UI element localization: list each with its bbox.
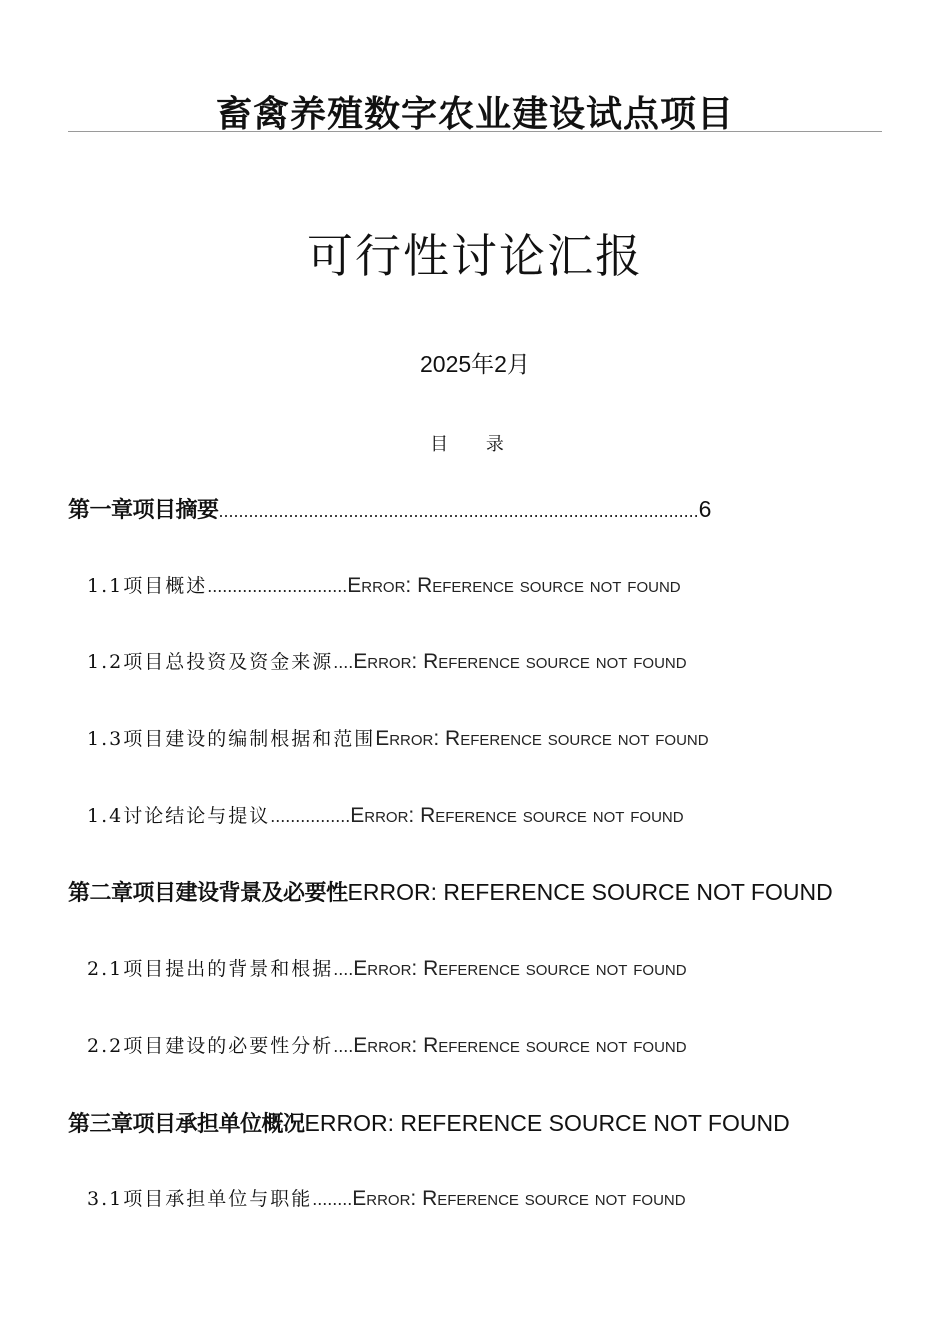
toc-entry-chapter-3[interactable] — [68, 1107, 790, 1138]
toc-entry-label: 1.2项目总投资及资金来源 — [87, 651, 334, 673]
toc-leader-dots: .... — [333, 959, 354, 979]
document-date: 2025年2月 — [420, 351, 530, 377]
toc-page-ref: ERROR: REFERENCE SOURCE NOT FOUND — [347, 879, 833, 905]
toc-page-ref: Error: Reference source not found — [347, 574, 681, 597]
toc-leader-dots: ........ — [312, 1189, 353, 1209]
toc-page-ref: Error: Reference source not found — [353, 650, 687, 673]
toc-page-ref: Error: Reference source not found — [353, 957, 687, 980]
toc-entry-section-1-4[interactable] — [87, 801, 684, 828]
toc-page-ref: Error: Reference source not found — [350, 804, 684, 827]
toc-page-ref: Error: Reference source not found — [375, 727, 709, 750]
header-divider — [68, 131, 882, 132]
toc-entry-section-1-1[interactable] — [87, 571, 681, 598]
toc-page-ref: 6 — [698, 496, 712, 522]
toc-entry-label: 1.4讨论结论与提议 — [87, 805, 271, 827]
document-title: 可行性讨论汇报 — [307, 229, 643, 283]
toc-entry-label: 3.1项目承担单位与职能 — [87, 1188, 313, 1210]
toc-page-ref: ERROR: REFERENCE SOURCE NOT FOUND — [304, 1110, 790, 1136]
toc-entry-label: 1.1项目概述 — [87, 575, 208, 597]
toc-entry-section-2-2[interactable] — [87, 1031, 687, 1058]
toc-entry-label: 第三章项目承担单位概况 — [68, 1112, 305, 1137]
toc-entry-label: 第二章项目建设背景及必要性 — [68, 881, 348, 906]
toc-leader-dots: ................................................................................................ — [218, 501, 699, 521]
toc-entry-section-1-2[interactable] — [87, 647, 687, 674]
running-header-title: 畜禽养殖数字农业建设试点项目 — [215, 93, 734, 135]
toc-leader-dots: .... — [333, 1036, 354, 1056]
toc-leader-dots: ............................ — [207, 576, 348, 596]
toc-entry-section-1-3[interactable] — [87, 724, 709, 751]
toc-entry-chapter-2[interactable] — [68, 876, 833, 907]
toc-entry-label: 2.2项目建设的必要性分析 — [87, 1035, 334, 1057]
toc-entry-label: 第一章项目摘要 — [68, 498, 219, 523]
toc-entry-section-2-1[interactable] — [87, 954, 687, 981]
toc-entry-label: 1.3项目建设的编制根据和范围 — [87, 728, 376, 750]
toc-entry-section-3-1[interactable] — [87, 1184, 686, 1211]
toc-entry-label: 2.1项目提出的背景和根据 — [87, 958, 334, 980]
toc-page-ref: Error: Reference source not found — [352, 1187, 686, 1210]
toc-leader-dots: ................ — [270, 806, 351, 826]
toc-heading: 目 录 — [430, 434, 520, 455]
toc-page-ref: Error: Reference source not found — [353, 1034, 687, 1057]
toc-leader-dots: .... — [333, 652, 354, 672]
toc-entry-chapter-1[interactable] — [68, 493, 711, 524]
